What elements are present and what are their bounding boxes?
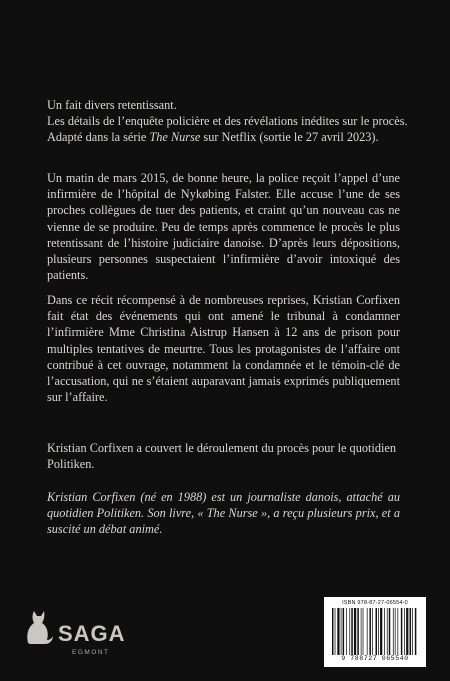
- publisher-subname: EGMONT: [72, 649, 110, 656]
- intro-block: [47, 97, 408, 146]
- author-bio: [47, 489, 400, 538]
- synopsis-paragraph-2: [47, 292, 400, 405]
- barcode-bars: [332, 608, 420, 655]
- author-bio-text: Kristian Corfixen (né en 1988) est un journaliste danois, attaché au quotidien Politiken. Son livre, « The Nurse », a reçu plusieurs prix, et a suscité un débat animé.: [47, 490, 400, 537]
- series-title: The Nurse: [149, 130, 201, 145]
- intro-line-3-start: Adapté dans la série: [47, 130, 150, 145]
- intro-line-1: Un fait divers retentissant.: [47, 98, 177, 112]
- publisher-name: SAGA: [58, 621, 126, 646]
- intro-line-3: [47, 129, 400, 145]
- intro-line-3-end: sur Netflix (sortie le 27 avril 2023).: [200, 130, 379, 145]
- intro-line-2: Les détails de l’enquête policière et des révélations inédites sur le procès.: [47, 114, 408, 129]
- synopsis-paragraph-1: [47, 170, 400, 283]
- paragraph-1-text: Un matin de mars 2015, de bonne heure, la police reçoit l’appel d’une infirmière de l’hôpital de Nykøbing Falster. Elle accuse l’une de ses proches collègues de tuer des patients, et craint qu’un nouveau cas ne vienne de se produire. Peu de temps après commence le procès le plus retentissant de l’histoire judiciaire danoise. D’après leurs dépositions, plusieurs personnes suspectaient l’infirmière d’avoir intoxiqué des patients.: [47, 171, 400, 283]
- publisher-logo: [22, 607, 132, 667]
- synopsis-paragraph-3: [47, 440, 400, 472]
- paragraph-2-text: Dans ce récit récompensé à de nombreuses reprises, Kristian Corfixen fait état des événements qui ont amené le tribunal à condamner l’infirmière Mme Christina Aistrup Hansen à 12 ans de prison pour multiples tentatives de meurtre. Tous les protagonistes de l’affaire ont contribué à cet ouvrage, notamment la condamnée et le témoin-clé de l’accusation, qui ne s’étaient auparavant jamais exprimés publiquement sur l’affaire.: [47, 293, 400, 405]
- barcode-digits: 9 788727 065540: [341, 655, 409, 662]
- barcode: [324, 597, 426, 667]
- isbn-label: ISBN 978-87-27-06554-0: [342, 600, 408, 606]
- paragraph-3-text: Kristian Corfixen a couvert le déroulement du procès pour le quotidien Politiken.: [47, 441, 396, 472]
- cat-icon: [22, 607, 56, 647]
